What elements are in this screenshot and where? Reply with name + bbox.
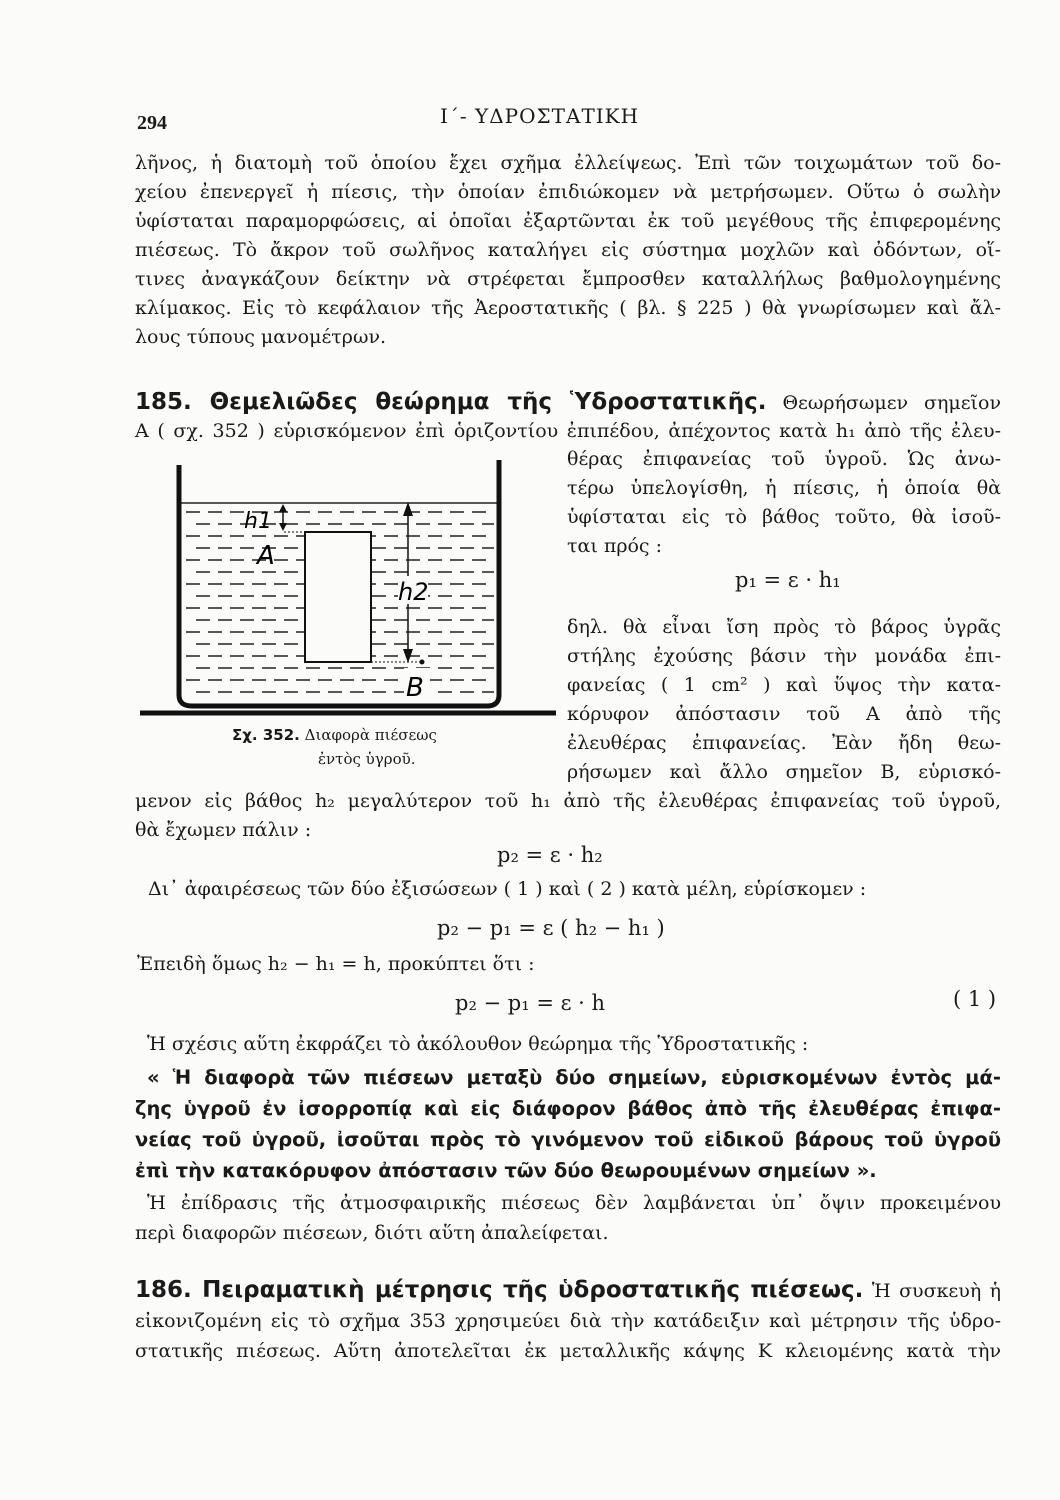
caption-text: Διαφορὰ πιέσεως (304, 726, 437, 744)
page-number: 294 (137, 112, 167, 134)
text-line: δηλ. θὰ εἶναι ἴση πρὸς τὸ βάρος ὑγρᾶς (567, 616, 1001, 638)
caption-label: Σχ. 352. (232, 726, 300, 744)
text-line: ὑφίσταται εἰς τὸ βάθος τοῦτο, θὰ ἰσοῦ- (567, 506, 1001, 528)
section-heading: 186. Πειραματικὴ μέτρησις τῆς ὑδροστατικῆς πιέσεως. (135, 1277, 864, 1303)
text-line: στατικῆς πιέσεως. Αὕτη ἀποτελεῖται ἐκ μεταλλικῆς κάψης Κ κλειομένης κατὰ τὴν (135, 1340, 1001, 1362)
text-line: κλίμακος. Εἰς τὸ κεφάλαιον τῆς Ἀεροστατικῆς ( βλ. § 225 ) θὰ γνωρίσωμεν καὶ ἄλ- (135, 297, 1001, 319)
theorem-line: ζης ὑγροῦ ἐν ἰσορροπίᾳ καὶ εἰς διάφορον βάθος ἀπὸ τῆς ἐλευθέρας ἐπιφα- (135, 1097, 1001, 1120)
text-line: ὑφίσταται παραμορφώσεις, αἱ ὁποῖαι ἐξαρτῶνται ἐκ τοῦ μεγέθους τῆς ἐπιφερομένης (135, 210, 1001, 232)
section-186-heading-line (135, 1274, 1001, 1307)
equation-p2: p₂ = ε · h₂ (497, 843, 603, 867)
text-line: Δι᾽ ἀφαιρέσεως τῶν δύο ἐξισώσεων ( 1 ) καὶ ( 2 ) κατὰ μέλη, εὑρίσκομεν : (148, 878, 867, 900)
text-line: ρήσωμεν καὶ ἄλλο σημεῖον Β, εὑρισκό- (567, 761, 1001, 783)
equation-final: p₂ − p₁ = ε · h (455, 991, 606, 1015)
figure-caption (232, 726, 437, 744)
text-line: εἰκονιζομένη εἰς τὸ σχῆμα 353 χρησιμεύει διὰ τὴν κατάδειξιν καὶ μέτρησιν τῆς ὑδρο- (135, 1310, 1001, 1332)
label-h1: h1 (244, 509, 272, 534)
label-b: B (406, 673, 424, 703)
section-heading: 185. Θεμελιῶδες θεώρημα τῆς Ὑδροστατικῆς. (135, 389, 767, 415)
text-line: ἐλευθέρας ἐπιφανείας. Ἐὰν ἤδη θεω- (567, 732, 1001, 754)
text-line: Ἡ ἐπίδρασις τῆς ἀτμοσφαιρικῆς πιέσεως δὲν λαμβάνεται ὑπ᾽ ὄψιν προκειμένου (147, 1192, 1001, 1214)
text-line: στήλης ἐχούσης βάσιν τὴν μονάδα ἐπι- (567, 645, 1001, 667)
equation-difference: p₂ − p₁ = ε ( h₂ − h₁ ) (437, 916, 665, 940)
text-line: κόρυφον ἀπόστασιν τοῦ Α ἀπὸ τῆς (567, 703, 1001, 725)
theorem-line: ἐπὶ τὴν κατακόρυφον ἀπόστασιν τῶν δύο θεωρουμένων σημείων ». (135, 1159, 877, 1182)
point-b (420, 660, 425, 665)
text-line: Ἡ σχέσις αὕτη ἐκφράζει τὸ ἀκόλουθον θεώρημα τῆς Ὑδροστατικῆς : (147, 1033, 809, 1055)
text-line: χείου ἐπενεργεῖ ἡ πίεσις, τὴν ὁποίαν ἐπιδιώκομεν νὰ μετρήσωμεν. Οὕτω ὁ σωλὴν (135, 181, 1001, 203)
text-line: πιέσεως. Τὸ ἄκρον τοῦ σωλῆνος καταλήγει εἰς σύστημα μοχλῶν καὶ ὀδόντων, οἵ- (135, 239, 1001, 261)
text-line: μενον εἰς βάθος h₂ μεγαλύτερον τοῦ h₁ ἀπὸ τῆς ἐλευθέρας ἐπιφανείας τοῦ ὑγροῦ, (135, 790, 1001, 812)
label-h2: h2 (398, 578, 429, 606)
equation-number: ( 1 ) (953, 987, 997, 1011)
text-line: θέρας ἐπιφανείας τοῦ ὑγροῦ. Ὡς ἀνω- (567, 448, 1001, 470)
equation-p1: p₁ = ε · h₁ (735, 568, 841, 592)
theorem-line: νείας τοῦ ὑγροῦ, ἰσοῦται πρὸς τὸ γινόμενον τοῦ εἰδικοῦ βάρους τοῦ ὑγροῦ (135, 1128, 1001, 1151)
heading-tail-text: Θεωρήσωμεν σημεῖον (782, 392, 1002, 414)
heading-tail-text: Ἡ συσκευὴ ἡ (871, 1280, 1001, 1302)
theorem-line: « Ἡ διαφορὰ τῶν πιέσεων μεταξὺ δύο σημείων, εὑρισκομένων ἐντὸς μά- (147, 1066, 1001, 1089)
text-line: περὶ διαφορῶν πιέσεων, διότι αὕτη ἀπαλείφεται. (135, 1222, 609, 1244)
caption-text-line2: ἐντὸς ὑγροῦ. (318, 750, 416, 768)
text-line: τινες ἀναγκάζουν δείκτην νὰ στρέφεται ἔμπροσθεν καταλλήλως βαθμολογημένης (135, 268, 1001, 290)
imaginary-column (305, 532, 371, 662)
running-title: Ι΄- ΥΔΡΟΣΤΑΤΙΚΗ (440, 104, 640, 128)
text-line: Ἐπειδὴ ὅμως h₂ − h₁ = h, προκύπτει ὅτι : (137, 953, 535, 975)
text-line: λῆνος, ἡ διατομὴ τοῦ ὁποίου ἔχει σχῆμα ἐλλείψεως. Ἐπὶ τῶν τοιχωμάτων τοῦ δο- (135, 152, 1001, 174)
text-line: τέρω ὑπελογίσθη, ἡ πίεσις, ἡ ὁποία θὰ (567, 477, 1001, 499)
text-line: λους τύπους μανομέτρων. (135, 326, 387, 348)
text-line: ται πρός : (567, 535, 663, 557)
text-line: Α ( σχ. 352 ) εὑρισκόμενον ἐπὶ ὁριζοντίου ἐπιπέδου, ἀπέχοντος κατὰ h₁ ἀπὸ τῆς ἐλευ- (135, 420, 1001, 442)
text-line: θὰ ἔχωμεν πάλιν : (135, 819, 312, 841)
text-line: φανείας ( 1 cm² ) καὶ ὕψος τὴν κατα- (567, 674, 1001, 696)
label-a: A (257, 541, 275, 571)
